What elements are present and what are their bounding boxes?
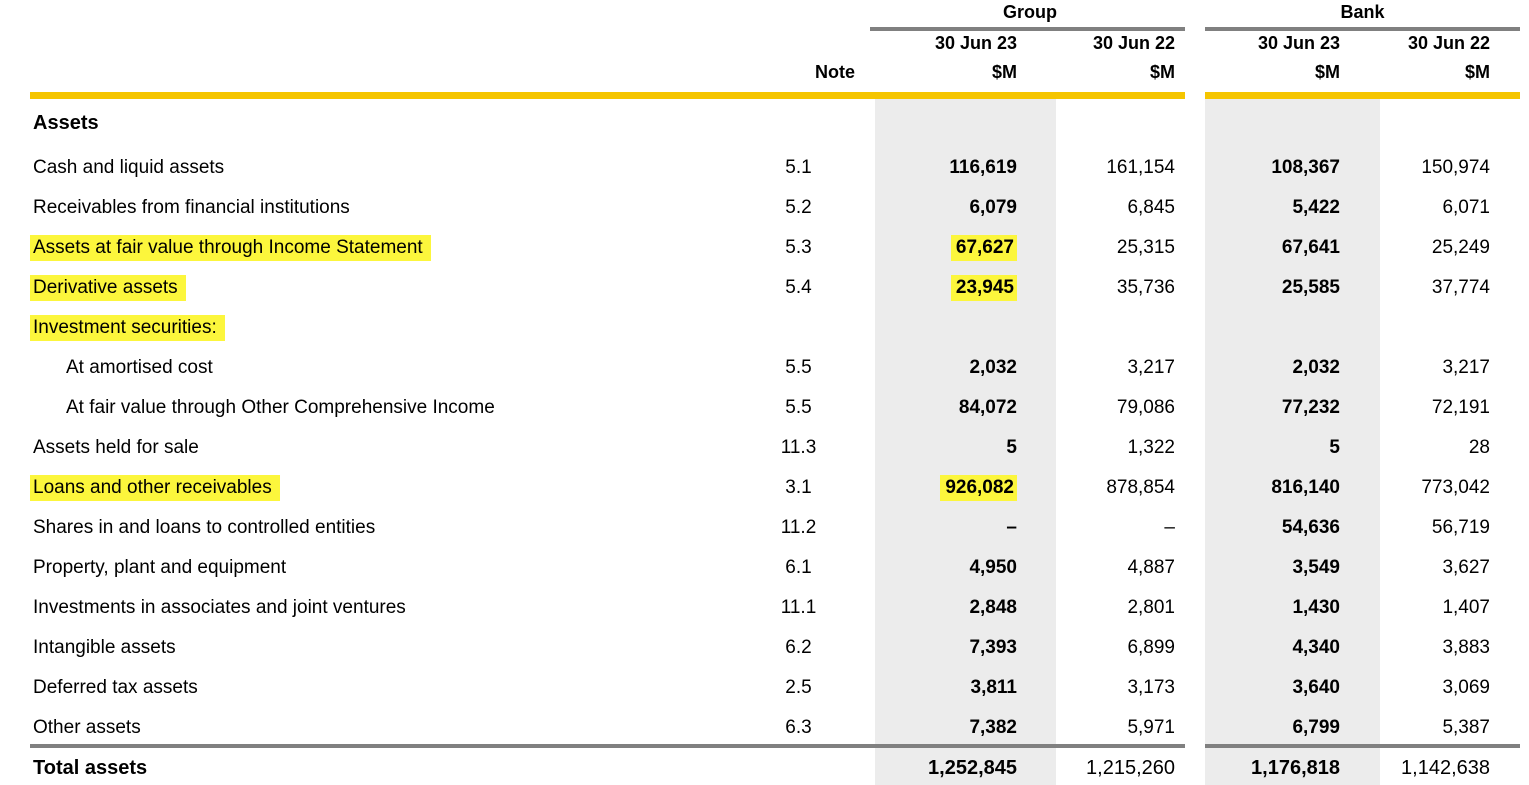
group-jun22-value: 1,322 bbox=[1127, 437, 1175, 459]
group-jun22-value: 161,154 bbox=[1106, 157, 1175, 179]
row-label-indented: At fair value through Other Comprehensive Income bbox=[66, 397, 495, 419]
bank-jun23-value: 54,636 bbox=[1281, 517, 1340, 539]
group-jun22-value: 5,971 bbox=[1127, 717, 1175, 739]
row-label: Other assets bbox=[33, 717, 141, 739]
highlighted-value: 67,627 bbox=[951, 235, 1017, 261]
group-jun23-value: 7,393 bbox=[969, 637, 1017, 659]
group-jun23-value: 2,032 bbox=[969, 357, 1017, 379]
note-cell: 5.3 bbox=[785, 237, 812, 259]
note-cell: 11.1 bbox=[780, 597, 817, 619]
group-jun23-value: 7,382 bbox=[969, 717, 1017, 739]
note-cell: 5.2 bbox=[785, 197, 812, 219]
group-jun22-value: 79,086 bbox=[1116, 397, 1175, 419]
note-cell: 5.5 bbox=[785, 357, 812, 379]
highlighted-label: Investment securities: bbox=[30, 315, 225, 341]
table-row bbox=[30, 708, 1529, 748]
row-label: Intangible assets bbox=[33, 637, 176, 659]
bank-jun22-total: 1,142,638 bbox=[1401, 756, 1490, 779]
table-row bbox=[30, 348, 1529, 388]
group-jun22-value: – bbox=[1164, 517, 1175, 539]
row-label: Shares in and loans to controlled entities bbox=[33, 517, 376, 539]
bank-jun22-value: 3,627 bbox=[1442, 557, 1490, 579]
row-label-indented: At amortised cost bbox=[66, 357, 213, 379]
bank-section-header: Bank bbox=[1340, 2, 1385, 22]
bank-jun23-value: 67,641 bbox=[1281, 237, 1340, 259]
note-cell: 6.2 bbox=[785, 637, 812, 659]
bank-jun22-value: 150,974 bbox=[1421, 157, 1490, 179]
highlighted-label: Loans and other receivables bbox=[30, 475, 280, 501]
bank-jun22-value: 6,071 bbox=[1442, 197, 1490, 219]
row-label: Cash and liquid assets bbox=[33, 157, 225, 179]
group-jun22-date-header: 30 Jun 22 bbox=[1092, 33, 1175, 53]
group-jun22-value: 878,854 bbox=[1106, 477, 1175, 499]
bank-jun23-value: 2,032 bbox=[1292, 357, 1340, 379]
group-jun23-value bbox=[875, 236, 1056, 260]
bank-jun23-value: 4,340 bbox=[1292, 637, 1340, 659]
header-accent-rule-left bbox=[30, 92, 1185, 99]
note-cell: 11.2 bbox=[780, 517, 817, 539]
table-row bbox=[30, 308, 1529, 348]
header-accent-rule-right bbox=[1205, 92, 1520, 99]
group-jun23-value: 84,072 bbox=[958, 397, 1017, 419]
balance-sheet-table bbox=[0, 99, 1529, 785]
bank-jun22-value: 5,387 bbox=[1442, 717, 1490, 739]
group-jun22-value: 3,217 bbox=[1127, 357, 1175, 379]
total-row-rule-left bbox=[30, 744, 1185, 748]
group-jun23-value: 2,848 bbox=[969, 597, 1017, 619]
group-jun22-value: 25,315 bbox=[1116, 237, 1175, 259]
group-jun23-value: 3,811 bbox=[970, 677, 1017, 699]
row-label: Assets held for sale bbox=[33, 437, 199, 459]
table-row bbox=[30, 548, 1529, 588]
table-row bbox=[30, 228, 1529, 268]
bank-jun23-value: 77,232 bbox=[1281, 397, 1340, 419]
bank-jun23-value: 5,422 bbox=[1292, 197, 1340, 219]
bank-jun23-value: 108,367 bbox=[1271, 157, 1340, 179]
group-jun23-value bbox=[875, 276, 1056, 300]
note-cell: 3.1 bbox=[785, 477, 812, 499]
row-label bbox=[30, 316, 760, 340]
group-jun22-value: 6,845 bbox=[1127, 197, 1175, 219]
group-jun22-value: 4,887 bbox=[1127, 557, 1175, 579]
table-row bbox=[30, 388, 1529, 428]
row-label bbox=[30, 476, 760, 500]
total-row-rule-right bbox=[1205, 744, 1520, 748]
row-label: Receivables from financial institutions bbox=[33, 197, 350, 219]
bank-jun23-date-header: 30 Jun 23 bbox=[1257, 33, 1340, 53]
group-jun23-value: – bbox=[1006, 517, 1017, 539]
table-row bbox=[30, 588, 1529, 628]
bank-jun22-value: 56,719 bbox=[1431, 517, 1490, 539]
group-jun23-value: 6,079 bbox=[969, 197, 1017, 219]
group-section-header: Group bbox=[1003, 2, 1057, 22]
bank-jun22-date-header: 30 Jun 22 bbox=[1407, 33, 1490, 53]
bank-jun23-value: 5 bbox=[1329, 437, 1340, 459]
group-jun23-value: 116,619 bbox=[949, 157, 1017, 179]
table-row bbox=[30, 468, 1529, 508]
total-row-label: Total assets bbox=[33, 756, 148, 779]
bank-jun22-value: 3,883 bbox=[1442, 637, 1490, 659]
group-jun23-value: 5 bbox=[1006, 437, 1017, 459]
row-label: Deferred tax assets bbox=[33, 677, 198, 699]
group-jun22-value: 35,736 bbox=[1116, 277, 1175, 299]
note-cell: 6.3 bbox=[785, 717, 812, 739]
bank-jun23-value: 1,430 bbox=[1292, 597, 1340, 619]
bank-jun22-value: 25,249 bbox=[1431, 237, 1490, 259]
row-label bbox=[30, 276, 760, 300]
table-row bbox=[30, 628, 1529, 668]
group-jun23-value: 4,950 bbox=[969, 557, 1017, 579]
note-cell: 5.4 bbox=[785, 277, 812, 299]
highlighted-value: 23,945 bbox=[951, 275, 1017, 301]
bank-jun22-value: 37,774 bbox=[1431, 277, 1490, 299]
bank-jun23-unit-header: $M bbox=[1314, 62, 1340, 82]
group-jun22-value: 3,173 bbox=[1127, 677, 1175, 699]
group-jun22-value: 6,899 bbox=[1127, 637, 1175, 659]
group-header-rule bbox=[870, 27, 1185, 31]
section-heading: Assets bbox=[33, 112, 99, 134]
table-row bbox=[30, 268, 1529, 308]
row-label: Investments in associates and joint ventures bbox=[33, 597, 406, 619]
note-cell: 6.1 bbox=[785, 557, 812, 579]
bank-jun22-value: 72,191 bbox=[1431, 397, 1490, 419]
bank-jun23-value: 6,799 bbox=[1292, 717, 1340, 739]
highlighted-value: 926,082 bbox=[940, 475, 1017, 501]
bank-jun22-value: 3,217 bbox=[1442, 357, 1490, 379]
bank-jun23-value: 3,640 bbox=[1292, 677, 1340, 699]
bank-header-rule bbox=[1205, 27, 1520, 31]
note-cell: 11.3 bbox=[780, 437, 817, 459]
group-jun23-unit-header: $M bbox=[991, 62, 1017, 82]
bank-jun22-value: 1,407 bbox=[1442, 597, 1490, 619]
note-cell: 5.5 bbox=[785, 397, 812, 419]
bank-jun22-value: 773,042 bbox=[1421, 477, 1490, 499]
table-row bbox=[30, 508, 1529, 548]
bank-jun22-value: 3,069 bbox=[1442, 677, 1490, 699]
bank-jun23-value: 25,585 bbox=[1281, 277, 1340, 299]
total-row bbox=[30, 748, 1529, 785]
table-row bbox=[30, 188, 1529, 228]
group-jun23-total: 1,252,845 bbox=[928, 756, 1017, 779]
table-row bbox=[30, 668, 1529, 708]
group-jun22-total: 1,215,260 bbox=[1086, 756, 1175, 779]
bank-jun23-value: 816,140 bbox=[1271, 477, 1340, 499]
bank-jun22-unit-header: $M bbox=[1464, 62, 1490, 82]
highlighted-label: Derivative assets bbox=[30, 275, 186, 301]
row-label: Property, plant and equipment bbox=[33, 557, 287, 579]
group-jun22-unit-header: $M bbox=[1149, 62, 1175, 82]
group-jun23-value bbox=[875, 476, 1056, 500]
note-cell: 5.1 bbox=[785, 157, 812, 179]
table-row bbox=[30, 148, 1529, 188]
bank-jun23-total: 1,176,818 bbox=[1251, 756, 1340, 779]
highlighted-label: Assets at fair value through Income Statement bbox=[30, 235, 431, 261]
table-row bbox=[30, 428, 1529, 468]
bank-jun22-value: 28 bbox=[1468, 437, 1490, 459]
row-label bbox=[30, 236, 760, 260]
note-cell: 2.5 bbox=[785, 677, 812, 699]
bank-jun23-value: 3,549 bbox=[1292, 557, 1340, 579]
group-jun23-date-header: 30 Jun 23 bbox=[934, 33, 1017, 53]
note-column-header: Note bbox=[815, 62, 855, 82]
group-jun22-value: 2,801 bbox=[1127, 597, 1175, 619]
